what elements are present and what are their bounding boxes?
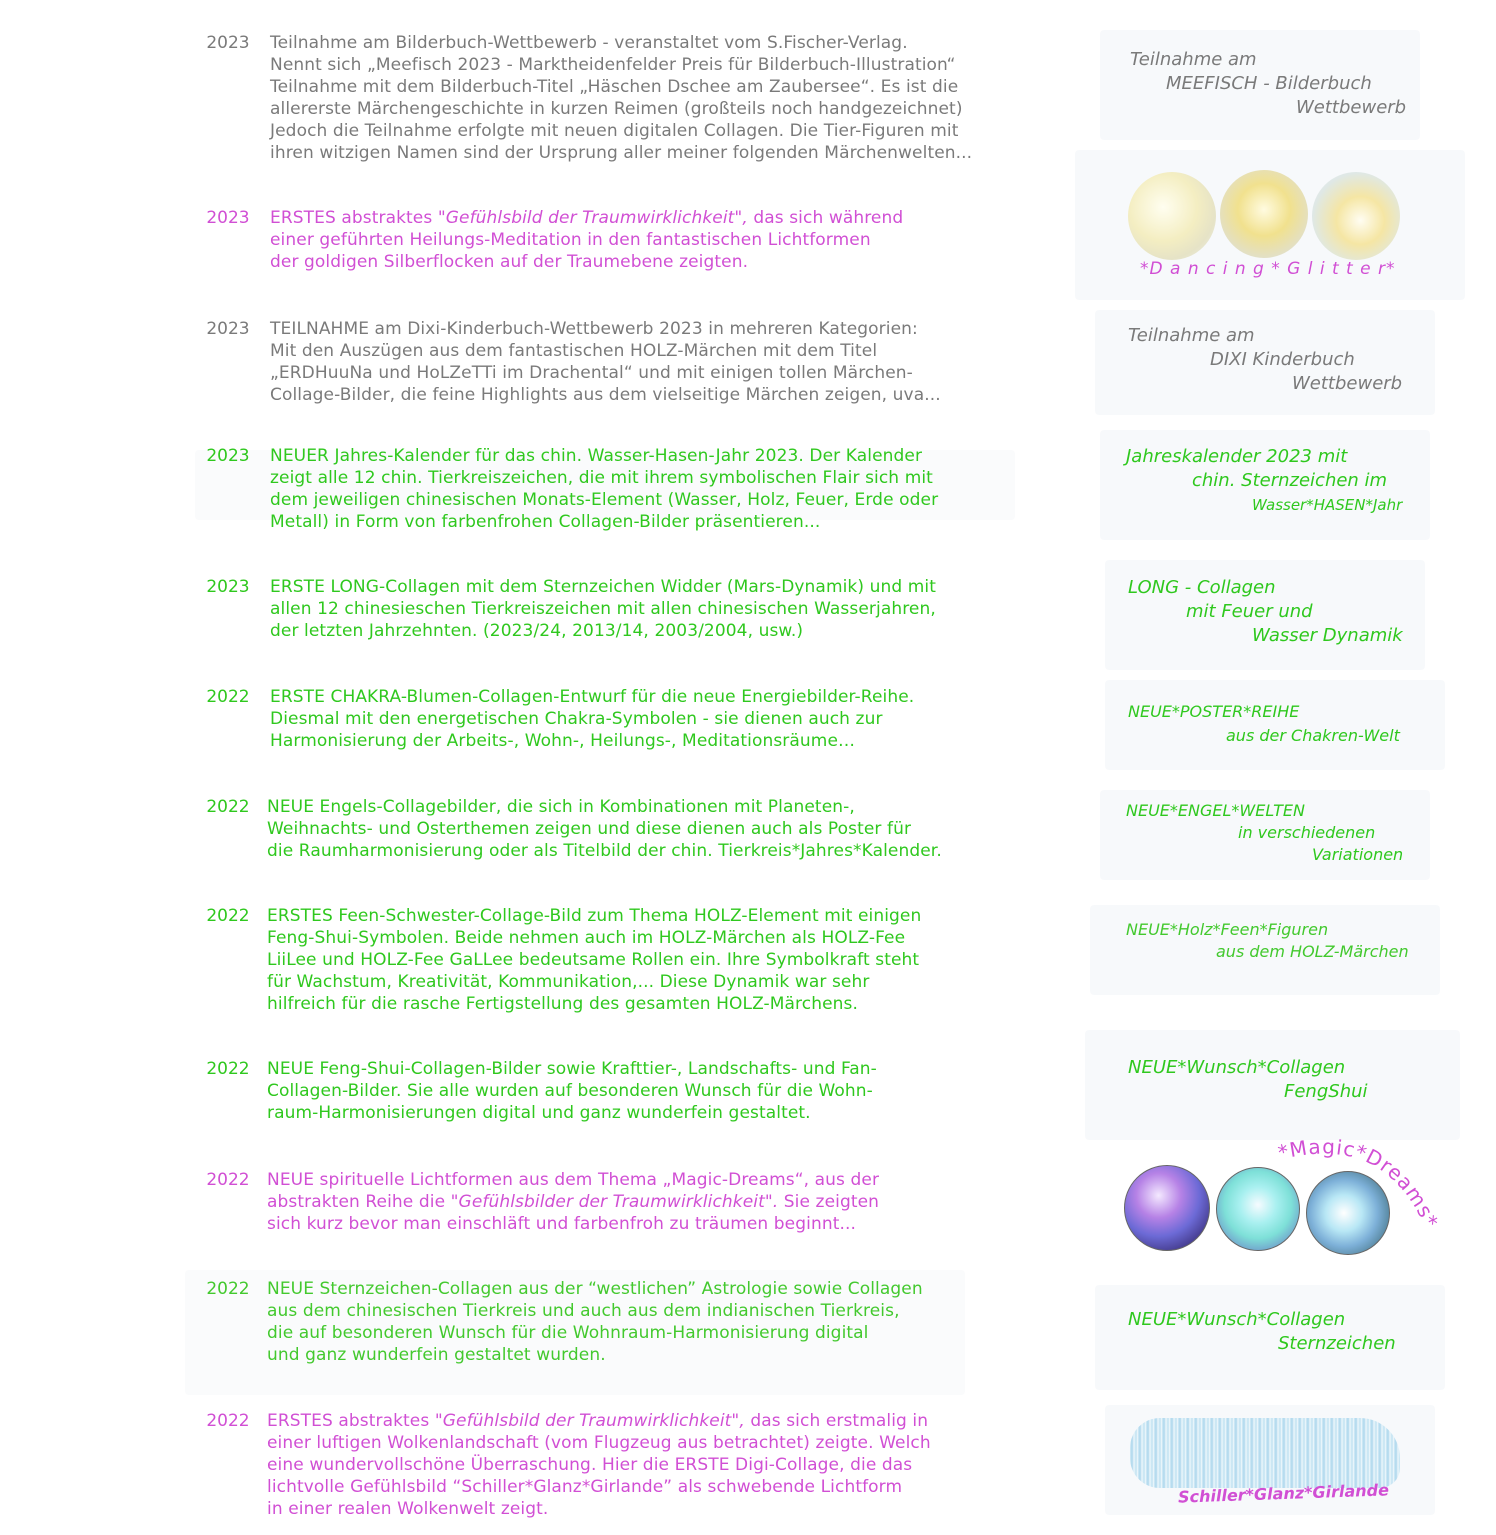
entry-line: Jedoch die Teilnahme erfolgte mit neuen digitalen Collagen. Die Tier-Figuren mit bbox=[270, 121, 959, 141]
side-line: chin. Sternzeichen im bbox=[1192, 470, 1388, 491]
side-line: Wettbewerb bbox=[1296, 97, 1407, 118]
entry-line: Collagen-Bilder. Sie alle wurden auf besonderen Wunsch für die Wohn- bbox=[267, 1081, 873, 1101]
entry-line: „ERDHuuNa und HoLZeTTi im Drachental“ und mit einigen tollen Märchen- bbox=[270, 363, 913, 383]
entry-year: 2022 bbox=[206, 1411, 250, 1431]
side-line: aus der Chakren-Welt bbox=[1226, 726, 1400, 745]
side-line: Wasser Dynamik bbox=[1252, 625, 1403, 646]
side-line: mit Feuer und bbox=[1186, 601, 1313, 622]
glitter-orb-image bbox=[1312, 172, 1400, 260]
entry-italic-title: "Gefühlsbilder der Traumwirklichkeit". bbox=[450, 1192, 779, 1212]
entry-text bbox=[267, 1278, 1067, 1366]
side-line: NEUE*Wunsch*Collagen bbox=[1128, 1057, 1346, 1078]
entry-text bbox=[270, 445, 1070, 533]
entry-text bbox=[270, 207, 1070, 273]
entry-italic-title: "Gefühlsbild der Traumwirklichkeit", bbox=[434, 1411, 745, 1431]
side-line: DIXI Kinderbuch bbox=[1210, 349, 1355, 370]
entry-line: ERSTES Feen-Schwester-Collage-Bild zum Thema HOLZ-Element mit einigen bbox=[267, 906, 922, 926]
entry-line: der goldigen Silberflocken auf der Traumebene zeigten. bbox=[270, 252, 749, 272]
side-line: Jahreskalender 2023 mit bbox=[1126, 446, 1348, 467]
entry-year: 2023 bbox=[206, 446, 250, 466]
entry-italic-title: "Gefühlsbild der Traumwirklichkeit", bbox=[437, 208, 748, 228]
entry-text bbox=[270, 686, 1070, 752]
entry-line: allen 12 chinesieschen Tierkreiszeichen mit allen chinesischen Wasserjahren, bbox=[270, 599, 936, 619]
entry-text bbox=[270, 318, 1070, 406]
side-line: NEUE*ENGEL*WELTEN bbox=[1126, 801, 1306, 820]
entry-text bbox=[267, 1169, 1067, 1235]
entry-line: NEUE Engels-Collagebilder, die sich in Kombinationen mit Planeten-, bbox=[267, 797, 855, 817]
entry-line: raum-Harmonisierungen digital und ganz wunderfein gestaltet. bbox=[267, 1103, 811, 1123]
side-line: NEUE*Holz*Feen*Figuren bbox=[1126, 920, 1329, 939]
side-line: Wettbewerb bbox=[1292, 373, 1403, 394]
entry-line: Diesmal mit den energetischen Chakra-Symbolen - sie dienen auch zur bbox=[270, 709, 883, 729]
entry-line: Feng-Shui-Symbolen. Beide nehmen auch im HOLZ-Märchen als HOLZ-Fee bbox=[267, 928, 906, 948]
entry-line: das sich erstmalig in bbox=[744, 1411, 929, 1431]
entry-year: 2023 bbox=[206, 33, 250, 53]
entry-line: der letzten Jahrzehnten. (2023/24, 2013/14, 2003/2004, usw.) bbox=[270, 621, 804, 641]
side-line: in verschiedenen bbox=[1238, 823, 1376, 842]
entry-line: ERSTES abstraktes bbox=[270, 208, 438, 228]
entry-line: Harmonisierung der Arbeits-, Wohn-, Heilungs-, Meditationsräume… bbox=[270, 731, 856, 751]
entry-line: Nennt sich „Meefisch 2023 - Marktheidenfelder Preis für Bilderbuch-Illustration“ bbox=[270, 55, 956, 75]
side-line: Teilnahme am bbox=[1130, 49, 1257, 70]
side-caption bbox=[1126, 1056, 1426, 1104]
side-caption bbox=[1126, 800, 1426, 866]
entry-line: das sich während bbox=[747, 208, 904, 228]
entry-line: die Raumharmonisierung oder als Titelbild der chin. Tierkreis*Jahres*Kalender. bbox=[267, 841, 942, 861]
entry-year: 2023 bbox=[206, 208, 250, 228]
entry-text bbox=[267, 1410, 1067, 1520]
side-line: MEEFISCH - Bilderbuch bbox=[1166, 73, 1372, 94]
entry-line: NEUE Sternzeichen-Collagen aus der “westlichen” Astrologie sowie Collagen bbox=[267, 1279, 923, 1299]
entry-year: 2023 bbox=[206, 577, 250, 597]
entry-line: aus dem chinesischen Tierkreis und auch aus dem indianischen Tierkreis, bbox=[267, 1301, 900, 1321]
entry-line: LiiLee und HOLZ-Fee GaLLee bedeutsame Rollen ein. Ihre Symbolkraft steht bbox=[267, 950, 920, 970]
entry-line: Mit den Auszügen aus dem fantastischen HOLZ-Märchen mit dem Titel bbox=[270, 341, 878, 361]
girlande-image bbox=[1130, 1418, 1400, 1488]
entry-year: 2022 bbox=[206, 1059, 250, 1079]
entry-line: Weihnachts- und Osterthemen zeigen und diese dienen auch als Poster für bbox=[267, 819, 912, 839]
magic-dreams-orb-image bbox=[1124, 1165, 1210, 1251]
entry-line: ERSTES abstraktes bbox=[267, 1411, 435, 1431]
side-line: aus dem HOLZ-Märchen bbox=[1216, 942, 1409, 961]
entry-year: 2022 bbox=[206, 1279, 250, 1299]
entry-line: sich kurz bevor man einschläft und farbenfroh zu träumen beginnt... bbox=[267, 1214, 856, 1234]
entry-text bbox=[267, 905, 1067, 1015]
side-line: LONG - Collagen bbox=[1128, 577, 1276, 598]
dancing-glitter-caption: *D a n c i n g * G l i t t e r* bbox=[1140, 259, 1396, 279]
entry-line: ERSTE CHAKRA-Blumen-Collagen-Entwurf für die neue Energiebilder-Reihe. bbox=[270, 687, 915, 707]
glitter-orb-image bbox=[1128, 172, 1216, 260]
entry-line: und ganz wunderfein gestaltet wurden. bbox=[267, 1345, 606, 1365]
side-caption bbox=[1126, 1308, 1426, 1356]
entry-line: Teilnahme am Bilderbuch-Wettbewerb - veranstaltet vom S.Fischer-Verlag. bbox=[270, 33, 908, 53]
entry-line: Collage-Bilder, die feine Highlights aus dem vielseitige Märchen zeigen, uva... bbox=[270, 385, 941, 405]
magic-dreams-text: *Magic*Dreams* bbox=[1275, 1134, 1444, 1232]
entry-text bbox=[267, 1058, 1067, 1124]
entry-line: hilfreich für die rasche Fertigstellung des gesamten HOLZ-Märchens. bbox=[267, 994, 858, 1014]
side-caption bbox=[1126, 48, 1426, 120]
side-line: Teilnahme am bbox=[1128, 325, 1255, 346]
entry-text bbox=[270, 576, 1070, 642]
side-line: NEUE*Wunsch*Collagen bbox=[1128, 1309, 1346, 1330]
svg-text:*Magic*Dreams* bbox=[1276, 1134, 1444, 1231]
entry-text bbox=[270, 32, 1070, 164]
entry-line: ERSTE LONG-Collagen mit dem Sternzeichen Widder (Mars-Dynamik) und mit bbox=[270, 577, 937, 597]
magic-dreams-arc-caption bbox=[1270, 1130, 1450, 1250]
entry-line: allererste Märchengeschichte in kurzen Reimen (großteils noch handgezeichnet) bbox=[270, 99, 963, 119]
entry-line: dem jeweiligen chinesischen Monats-Element (Wasser, Holz, Feuer, Erde oder bbox=[270, 490, 939, 510]
entry-line: die auf besonderen Wunsch für die Wohnraum-Harmonisierung digital bbox=[267, 1323, 869, 1343]
entry-line: eine wundervollschöne Überraschung. Hier die ERSTE Digi-Collage, die das bbox=[267, 1455, 913, 1475]
entry-line: ihren witzigen Namen sind der Ursprung aller meiner folgenden Märchenwelten... bbox=[270, 143, 973, 163]
entry-year: 2022 bbox=[206, 1170, 250, 1190]
side-line: Wasser*HASEN*Jahr bbox=[1252, 496, 1403, 514]
entry-line: in einer realen Wolkenwelt zeigt. bbox=[267, 1499, 549, 1519]
entry-line: Metall) in Form von farbenfrohen Collagen-Bilder präsentieren... bbox=[270, 512, 821, 532]
side-caption bbox=[1126, 445, 1426, 517]
entry-line: Teilnahme mit dem Bilderbuch-Titel „Häschen Dschee am Zaubersee“. Es ist die bbox=[270, 77, 959, 97]
entry-line: NEUE spirituelle Lichtformen aus dem Thema „Magic-Dreams“, aus der bbox=[267, 1170, 880, 1190]
entry-line: NEUE Feng-Shui-Collagen-Bilder sowie Krafttier-, Landschafts- und Fan- bbox=[267, 1059, 877, 1079]
entry-year: 2022 bbox=[206, 906, 250, 926]
entry-line: für Wachstum, Kreativität, Kommunikation,... Diese Dynamik war sehr bbox=[267, 972, 870, 992]
glitter-orb-image bbox=[1220, 170, 1308, 258]
entry-line: einer geführten Heilungs-Meditation in den fantastischen Lichtformen bbox=[270, 230, 871, 250]
entry-line: NEUER Jahres-Kalender für das chin. Wasser-Hasen-Jahr 2023. Der Kalender bbox=[270, 446, 923, 466]
entry-line: TEILNAHME am Dixi-Kinderbuch-Wettbewerb 2023 in mehreren Kategorien: bbox=[270, 319, 918, 339]
side-caption bbox=[1126, 576, 1426, 648]
side-line: Variationen bbox=[1312, 845, 1404, 864]
girlande-caption: Schiller*Glanz*Girlande bbox=[1177, 1480, 1390, 1507]
entry-line: Sie zeigten bbox=[778, 1192, 880, 1212]
side-caption bbox=[1126, 919, 1426, 963]
entry-year: 2022 bbox=[206, 687, 250, 707]
entry-year: 2022 bbox=[206, 797, 250, 817]
side-caption bbox=[1126, 324, 1426, 396]
entry-text bbox=[267, 796, 1067, 862]
side-line: FengShui bbox=[1284, 1081, 1368, 1102]
entry-line: lichtvolle Gefühlsbild “Schiller*Glanz*Girlande” als schwebende Lichtform bbox=[267, 1477, 903, 1497]
entry-year: 2023 bbox=[206, 319, 250, 339]
entry-line: abstrakten Reihe die bbox=[267, 1192, 451, 1212]
side-line: Sternzeichen bbox=[1278, 1333, 1396, 1354]
side-line: NEUE*POSTER*REIHE bbox=[1128, 702, 1300, 721]
entry-line: einer luftigen Wolkenlandschaft (vom Flugzeug aus betrachtet) zeigte. Welch bbox=[267, 1433, 931, 1453]
entry-line: zeigt alle 12 chin. Tierkreiszeichen, die mit ihrem symbolischen Flair sich mit bbox=[270, 468, 933, 488]
side-caption bbox=[1126, 700, 1426, 748]
